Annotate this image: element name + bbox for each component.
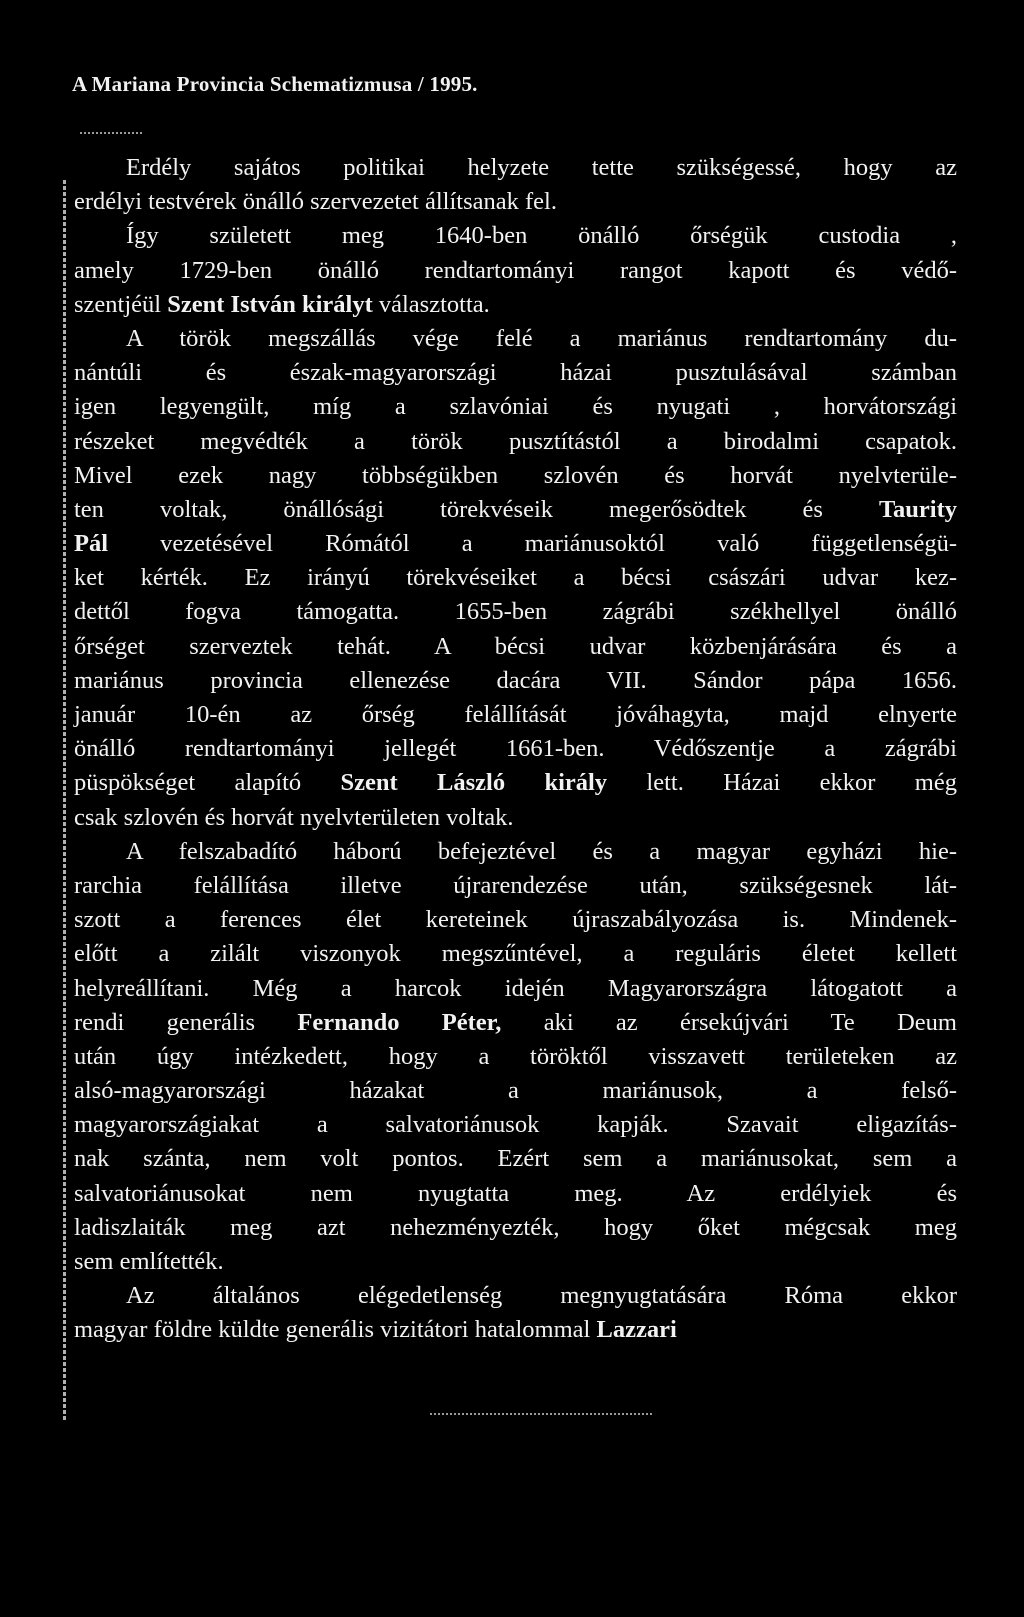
text-run: nak szánta, nem volt pontos. Ezért sem a mariánusokat, sem a [74,1145,957,1173]
bold-name: Szent László király [340,769,608,797]
text-line [74,1177,957,1211]
text-line [74,1142,957,1176]
text-line [74,1040,957,1074]
text-run: alsó-magyarországi házakat a mariánusok, a felső- [74,1077,957,1105]
text-line [74,698,957,732]
text-run: január 10-én az őrség felállítását jóváhagyta, majd elnyerte [74,701,957,728]
text-run: sem említették. [74,1248,224,1275]
text-run: Így született meg 1640-ben önálló őrségük custodia , [126,222,957,250]
text-line [74,732,957,766]
text-run: csak szlovén és horvát nyelvterületen voltak. [74,803,514,831]
text-run: választotta. [372,290,490,318]
bold-name: Fernando Péter, [297,1008,502,1036]
text-run: lett. Házai ekkor még [607,769,957,797]
text-run: ladiszlaiták meg azt nehezményezték, hogy őket mégcsak meg [74,1213,957,1241]
margin-scan-artifact [63,180,66,1420]
text-run: előtt a zilált viszonyok megszűntével, a reguláris életet kellett [74,940,957,968]
text-line [74,425,957,459]
bold-name: Lazzari [596,1316,677,1344]
text-line [74,595,957,629]
body-text [74,151,957,1348]
text-line [74,459,957,493]
text-line [74,356,957,390]
text-run: nántúli és észak-magyarországi házai pusztulásával számban [74,359,957,387]
text-line [74,1108,957,1142]
text-run: püspökséget alapító [74,769,341,797]
text-line [74,630,957,664]
text-run: mariánus provincia ellenezése dacára VII. Sándor pápa 1656. [74,666,957,694]
text-line [74,869,957,903]
text-run: igen legyengült, míg a szlavóniai és nyugati , horvátországi [74,393,957,421]
paragraph [74,322,957,835]
text-line [74,835,957,869]
text-run: szentjéül [74,290,168,318]
bold-name: Pál [74,530,109,558]
text-run: A felszabadító háború befejeztével és a magyar egyházi hie- [126,837,957,865]
print-speck-bottom [430,1413,652,1418]
text-line [74,1211,957,1245]
text-run: rendi generális [74,1008,298,1036]
text-line [74,527,957,561]
paragraph [74,151,957,219]
text-line [74,1006,957,1040]
text-run: magyarországiakat a salvatoriánusok kapják. Szavait eligazítás- [74,1111,957,1139]
text-run: dettől fogva támogatta. 1655-ben zágrábi székhellyel önálló [74,598,957,626]
text-run: salvatoriánusokat nem nyugtatta meg. Az erdélyiek és [74,1179,957,1207]
text-line [74,493,957,527]
text-run: után úgy intézkedett, hogy a töröktől visszavett területeken az [74,1042,957,1070]
bold-name: Taurity [878,495,957,523]
paragraph [74,219,957,322]
text-run: önálló rendtartományi jellegét 1661-ben. Védőszentje a zágrábi [74,735,957,763]
text-run: erdélyi testvérek önálló szervezetet állítsanak fel. [74,188,557,216]
text-line [74,151,957,185]
paragraph [74,1279,957,1347]
text-run: szott a ferences élet kereteinek újraszabályozása is. Mindenek- [74,906,957,934]
page-header: A Mariana Provincia Schematizmusa / 1995. [72,72,478,96]
text-line [74,561,957,595]
paragraph [74,835,957,1279]
text-line [74,390,957,424]
bold-name: Szent István királyt [167,290,373,318]
text-run: részeket megvédték a török pusztítástól a birodalmi csapatok. [74,427,957,455]
text-run: Mivel ezek nagy többségükben szlovén és horvát nyelvterüle- [74,461,957,489]
text-run: helyreállítani. Még a harcok idején Magyarországra látogatott a [74,974,957,1002]
text-line [74,288,957,322]
text-line [74,322,957,356]
text-run: Az általános elégedetlenség megnyugtatására Róma ekkor [126,1282,957,1310]
text-line [74,1074,957,1108]
text-run: amely 1729-ben önálló rendtartományi rangot kapott és védő- [74,256,957,284]
text-line [74,1313,957,1347]
text-line [74,1279,957,1313]
text-run: Erdély sajátos politikai helyzete tette szükségessé, hogy az [126,154,957,181]
text-line [74,801,957,835]
text-run: őrséget szerveztek tehát. A bécsi udvar közbenjárására és a [74,632,957,660]
text-line [74,937,957,971]
text-run: aki az érsekújvári Te Deum [501,1008,957,1036]
print-speck-top [80,132,142,137]
text-line [74,903,957,937]
text-run: vezetésével Rómától a mariánusoktól való függetlenségü- [108,530,957,558]
text-line [74,766,957,800]
text-line [74,664,957,698]
text-line [74,254,957,288]
text-line [74,219,957,253]
text-run: ket kérték. Ez irányú törekvéseiket a bécsi császári udvar kez- [74,564,957,592]
text-line [74,185,957,219]
text-run: A török megszállás vége felé a mariánus rendtartomány du- [126,324,957,352]
text-line [74,1245,957,1279]
text-line [74,972,957,1006]
text-run: ten voltak, önállósági törekvéseik megerősödtek és [74,495,879,523]
text-run: magyar földre küldte generális vizitátori hatalommal [74,1316,597,1344]
text-run: rarchia felállítása illetve újrarendezése után, szükségesnek lát- [74,871,957,899]
